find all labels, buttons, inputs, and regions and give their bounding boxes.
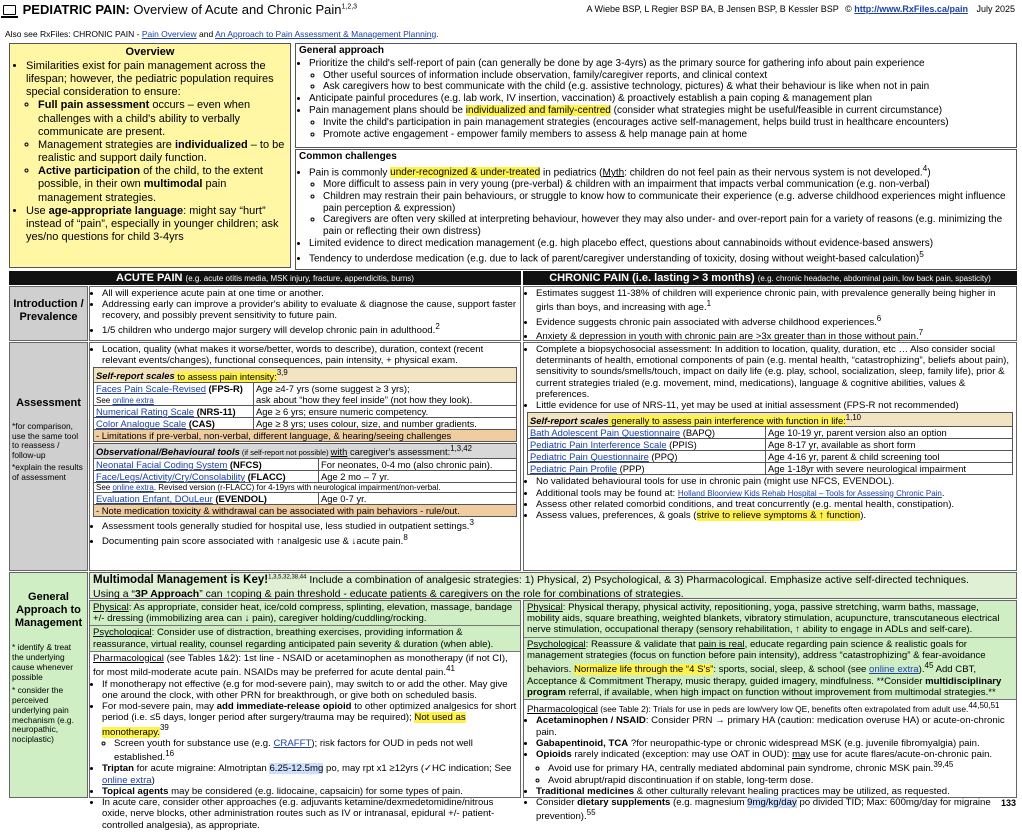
overview-bold: multimodal <box>143 178 203 191</box>
list-item: • If monotherapy not effective (e.g for mod-severe pain), may switch to or add the other. May give one around the clock, with other PRN for breakthrough, or give both on scheduled basis. <box>102 679 517 701</box>
myth-label: Myth <box>602 167 625 179</box>
list-item <box>102 533 517 547</box>
list-item: • Little evidence for use of NRS-11, yet may be used at initial assessment (FPS-R not recommended) <box>536 400 1013 411</box>
list-item <box>536 288 1013 314</box>
ppis-link[interactable]: Pediatric Pain Interference Scale <box>530 439 667 451</box>
text: : sports, social, sleep, & school (see <box>713 664 870 676</box>
page-title: PEDIATRIC PAIN: <box>22 2 130 17</box>
nfcs-link[interactable]: Neonatal Facial Coding System <box>96 458 228 470</box>
overview-sub <box>38 165 286 205</box>
page-subtitle: Overview of Acute and Chronic Pain <box>133 2 342 17</box>
online-extra-link[interactable]: online extra <box>102 774 152 786</box>
list-item <box>536 738 1013 749</box>
abbr: (CAS) <box>186 417 215 429</box>
sr-rest: to assess pain intensity: <box>174 370 277 382</box>
text: Pharmacological <box>527 704 598 716</box>
overview-sub <box>38 139 286 165</box>
text: . <box>941 487 945 499</box>
ref: 45 <box>924 661 934 671</box>
text: po divided TID; Max: 600mg/day for migraine prevention). <box>536 797 991 823</box>
table-header <box>94 443 517 458</box>
multimodal-title: Multimodal Management is Key! <box>93 574 269 586</box>
list-item <box>536 749 1013 786</box>
online-extra-link[interactable]: online extra <box>112 482 154 492</box>
highlight: Normalize life through the “4 S's” <box>573 664 714 676</box>
acute-title: ACUTE PAIN <box>116 272 183 284</box>
table-cell: Age ≥ 6 yrs; ensure numeric competency. <box>254 405 517 417</box>
csr-rest: generally to assess pain interference with function in life: <box>608 415 846 427</box>
also-see-line <box>5 30 439 40</box>
list-item: • Anticipate painful procedures (e.g. lab work, IV insertion, vaccination) & proactively establish a pain coping & management plan <box>309 93 1013 105</box>
ref: 55 <box>586 808 596 818</box>
chronic-psychological <box>524 638 1016 700</box>
ref: 39 <box>159 723 169 733</box>
management-acute <box>89 600 521 831</box>
dose-highlight: 6.25-12.5mg <box>269 763 324 775</box>
abbr: (FPS-R) <box>205 382 243 394</box>
management-note-2: * consider the perceived underlying pain mechanism (e.g. neuropathic, nociplastic) <box>12 685 74 744</box>
cas-link[interactable]: Color Analogue Scale <box>96 417 187 429</box>
flacc-link[interactable]: Face/Legs/Activity/Cry/Consolability <box>96 470 246 482</box>
text: (e.g. magnesium <box>670 797 748 809</box>
bapq-link[interactable]: Bath Adolescent Pain Questionnaire <box>530 427 681 439</box>
text: See <box>96 395 113 405</box>
list-item <box>309 250 1013 265</box>
page-number: 133 <box>1000 798 1016 808</box>
crafft-link[interactable]: CRAFFT <box>273 737 312 749</box>
table-cell <box>528 451 766 463</box>
rxfiles-link[interactable]: http://www.RxFiles.ca/pain <box>854 4 968 14</box>
list-item: • Addressing early can improve a provider's ability to evaluate & diagnose the cause, support faster recovery, and possibly prevent sensitivity to future pain. <box>102 299 517 321</box>
text: caregiver's assessment: <box>347 446 451 458</box>
list-item <box>102 701 517 763</box>
table-cell: Age 1-18yr with severe neurological impairment <box>766 463 1013 475</box>
table-row <box>94 405 517 417</box>
text: (see Tables 1&2): 1st line - NSAID or acetaminophen as monotherapy (if not CI), for most mild-moderate acute pain. NSAIDs may be preferred for acute dental pain. <box>93 652 508 679</box>
intro-label: Introduction / Prevalence <box>9 286 88 341</box>
list-item: • All will experience acute pain at one time or another. <box>102 288 517 299</box>
online-extra-link[interactable]: online extra <box>869 664 919 676</box>
text: Include a combination of analgesic strategies: 1) Physical, 2) Psychological, & 3) Pharmacological. Emphasize active self-directed techniques. <box>306 574 969 586</box>
text: Estimates suggest 11-38% of children will experience chronic pain, with prevalence generally being higher in girls than boys, and increasing with age. <box>536 288 996 314</box>
table-cell <box>94 493 319 505</box>
text: : Reassure & validate that <box>585 638 699 650</box>
text: 3P Approach <box>135 587 200 600</box>
table-cell <box>94 482 517 492</box>
list-item: • Location, quality (what makes it worse/better, words to describe), duration, context (recent relevant events/changes), functional consequences, pain intensity, + physical exam. <box>102 344 517 366</box>
text: Age ≥4-7 yrs (some suggest ≥ 3 yrs); <box>256 382 410 394</box>
list-item: ◦ Caregivers are often very skilled at interpreting behaviour, however they may also under- and over-report pain for a variety of reasons (e.g. minimizing the pain or reflecting their own distress) <box>323 214 1013 238</box>
text: dietary supplements <box>577 797 671 809</box>
text: may be considered (e.g. lidocaine, capsaicin) for some types of pain. <box>168 785 463 797</box>
overview-text: Similarities exist for pain management across the lifespan; however, the pediatric population requires special consideration to ensure: <box>26 59 274 99</box>
overview-text: : might say “hurt” instead of “pain”, especially in younger children; ask yes/no questions for child 3-4yrs <box>26 204 279 244</box>
assessment-chronic <box>523 342 1017 571</box>
table-cell: For neonates, 0-4 mo (also chronic pain). <box>319 458 517 470</box>
text: : Consider use of distraction, breathing exercises, providing information & reassurance, virtual reality, counsel regarding anticipated pain severity & duration (when able). <box>93 627 494 650</box>
table-cell <box>94 458 319 470</box>
text: & other culturally relevant healing practices may be utilized, as requested. <box>634 785 950 797</box>
nrs-link[interactable]: Numerical Rating Scale <box>96 405 194 417</box>
acute-psychological <box>90 626 520 651</box>
overview-bold: Full pain assessment <box>38 99 150 112</box>
text: Physical <box>527 602 563 613</box>
table-cell <box>528 439 766 451</box>
list-item: • Complete a biopsychosocial assessment: In addition to location, quality, duration, etc … Also consider social determinants of health, emotional components of pain (e.g. mental health, “catastrophizing”, beliefs about pain), sensitivity to sounds/smells/touch, impact on daily life (e.g. play, school, socialization, sleep, family life), prior & current strategies trialed (e.g. movement, mind, medications), language & cognitive abilities, values & preferences. <box>536 344 1013 400</box>
overview-sub <box>38 99 286 139</box>
overview-text: Management strategies are <box>38 138 175 151</box>
text: Assessment tools generally studied for hospital use, less studied in outpatient settings. <box>102 521 470 533</box>
text: Triptan <box>102 763 134 775</box>
table-cell <box>94 417 254 429</box>
text: Psychological <box>527 638 586 650</box>
list-item: ◦ Invite the child's participation in pain management strategies (encourages active self-management, helps build trust in healthcare encounters) <box>323 117 1013 129</box>
list-item <box>309 58 1013 93</box>
text: Documenting pain score associated with ↑analgesic use & ↓acute pain. <box>102 535 404 547</box>
ref: 4 <box>922 162 928 173</box>
abbr: (NRS-11) <box>193 405 236 417</box>
text: ) <box>927 167 931 179</box>
list-item <box>536 786 1013 797</box>
abbr: (PPP) <box>617 463 645 475</box>
list-item: • Limited evidence to direct medication management (e.g. high placebo effect, questions about cannabinoids without evidence-based answers) <box>309 238 1013 250</box>
list-item: ◦ More difficult to assess pain in very young (pre-verbal) & children with an impairment that impacts verbal communication (e.g. non-verbal) <box>323 179 1013 191</box>
text: : children do not feel pain as their nervous system is not developed. <box>624 167 923 179</box>
text: : Physical therapy, physical activity, repositioning, yoga, passive stretching, warm baths, massage, mobility aids, square breathing, weighted blankets, vibratory stimulation, acupuncture, transcutaneous electrical nerve stimulation, occupational therapy (sensory rehabilitation, ↑ ability to engage in ADLs and self-care). <box>527 602 1000 636</box>
ref: 1 <box>706 299 712 309</box>
text: . Revised version (r-FLACC) for 4-19yrs with neurological impairment/non-verbal. <box>153 482 441 492</box>
assessment-note-2: *explain the results of assessment <box>12 461 83 482</box>
table-cell: Age 0-7 yr. <box>319 493 517 505</box>
list-item <box>536 797 1013 823</box>
list-item: ◦ Promote active engagement - empower family members to assess & help manage pain at home <box>323 129 1013 141</box>
table-cell <box>254 382 517 405</box>
assessment-label-cell <box>9 342 88 571</box>
abbr: (EVENDOL) <box>212 493 267 505</box>
text: pain is real <box>698 638 745 650</box>
assessment-label: Assessment <box>16 397 81 409</box>
text: Assess values, preferences, & goals ( <box>536 510 697 522</box>
ref: 6 <box>876 313 882 323</box>
list-item <box>536 510 1013 521</box>
text: : Consider PRN → primary HA (caution: medication overuse HA) or acute-on-chronic pain. <box>536 715 1005 738</box>
table-cell: Age 2 mo – 7 yr. <box>319 470 517 482</box>
overview-item <box>26 205 286 245</box>
list-item: ◦ Avoid abrupt/rapid discontinuation if on stable, long-term dose. <box>548 775 1013 786</box>
table-cell <box>528 427 766 439</box>
list-item <box>102 322 517 336</box>
ref: 1,3,5,32,38,44 <box>268 574 307 581</box>
overview-bold: age-appropriate language <box>48 204 184 217</box>
text: use for acute flares/acute-on-chronic pain. <box>810 749 993 760</box>
ref: 39,45 <box>933 760 954 770</box>
ref: 3 <box>469 518 474 528</box>
text: ). <box>860 510 867 522</box>
list-item: ◦ Other useful sources of information include observation, family/caregiver reports, and clinical context <box>323 70 1013 82</box>
overview-text: – to be realistic and support daily function. <box>38 138 285 165</box>
ref: 1,10 <box>845 413 862 423</box>
authors: A Wiebe BSP, L Regier BSP BA, B Jensen BSP, B Kessler BSP <box>586 4 839 14</box>
overview-text: occurs – even when challenges with a child's ability to verbally communicate are present. <box>38 99 251 138</box>
text: Screen youth for substance use (e.g. <box>114 737 274 749</box>
chronic-title: CHRONIC PAIN (i.e. lasting > 3 months) <box>549 272 755 284</box>
ref: 7 <box>918 328 924 338</box>
table-cell: Age 4-16 yr, parent & child screening tool <box>766 451 1013 463</box>
text: Add CBT, Acceptance & Commitment Therapy, music therapy, guided imagery, mindfulness. **Consider <box>527 664 977 687</box>
self-report-table <box>93 367 517 441</box>
list-item: • In acute care, consider other approaches (e.g. adjuvants ketamine/dexmedetomidine/nitrous oxide, nerve blocks, other administration routes such as IV or intranasal, epidural +/- patient-controlled analgesia), as appropriate. <box>102 797 517 831</box>
general-approach-title: General approach <box>299 45 385 56</box>
title-refs: 1,2,3 <box>341 3 358 11</box>
text: rarely indicated (exception: may use OAT in OUD): <box>571 749 793 760</box>
text: po, may rpt x1 ≥12yrs (✓HC indication; See <box>323 763 512 775</box>
csr-title: Self-report scales <box>530 415 609 427</box>
table-cell <box>94 382 254 405</box>
acute-note: (e.g. acute otitis media, MSK injury, fracture, appendicitis, burns) <box>185 274 414 283</box>
assessment-note-1: *for comparison, use the same tool to reassess / follow-up <box>12 420 79 460</box>
text: add immediate-release opioid <box>216 700 352 712</box>
text: ” can ↑coping & pain threshold - educate patients & caregivers on the role for combinations of strategies. <box>199 587 684 600</box>
text: Pain is commonly <box>309 167 391 179</box>
management-label-cell <box>9 572 88 798</box>
text: (consider what strategies might be useful/feasible in current circumstance) <box>610 104 943 116</box>
evendol-link[interactable]: Evaluation Enfant, DOuLeur <box>96 493 213 505</box>
assessment-acute <box>89 342 521 571</box>
abbr: (FLACC) <box>245 470 286 482</box>
highlight: under-recognized & under-treated <box>390 167 541 179</box>
multimodal-header <box>89 572 1017 599</box>
ref: 3,9 <box>276 368 288 378</box>
list-item <box>102 518 517 532</box>
text: Physical <box>93 602 129 613</box>
text: 1/5 children who undergo major surgery will develop chronic pain in adulthood. <box>102 324 436 336</box>
abbr: (PPQ) <box>648 451 678 463</box>
abbr: (NFCS) <box>227 458 262 470</box>
overview-text: pain management strategies. <box>38 178 227 204</box>
table-cell <box>94 470 319 482</box>
ref: 2 <box>435 321 440 331</box>
text: for acute migraine: Almotriptan <box>133 763 270 775</box>
list-item <box>114 738 517 764</box>
list-item: ◦ Children may restrain their pain behaviours, or struggle to know how to communicate their experience (e.g. adverse childhood experiences might influence pain perception & expression) <box>323 191 1013 215</box>
text: : As appropriate, consider heat, ice/cold compress, splinting, elevation, massage, bandage +/- dressing (immobilizing area can ↓ pain), caregiver holding/cuddling/rocking. <box>93 602 513 625</box>
also-prefix: Also see RxFiles: CHRONIC PAIN - <box>5 29 142 39</box>
copyright: © <box>845 4 852 14</box>
table-header <box>528 413 1013 427</box>
text: Additional tools may be found at: <box>536 487 678 499</box>
text: with <box>330 446 348 458</box>
text: Evidence suggests chronic pain associated with adverse childhood experiences. <box>536 316 877 328</box>
dose-highlight: 9mg/kg/day <box>747 797 797 809</box>
overview-list <box>14 60 286 245</box>
text: For mod-severe pain, may <box>102 700 217 712</box>
list-item <box>536 328 1013 342</box>
list-item <box>102 786 517 797</box>
table-row <box>528 439 1013 451</box>
table-cell <box>94 405 254 417</box>
text: Anxiety & depression in youth with chronic pain are >3x greater than in those without pain. <box>536 331 919 343</box>
chronic-physical <box>524 601 1016 638</box>
ppq-link[interactable]: Pediatric Pain Questionnaire <box>530 451 649 463</box>
overview-text: of the child, to the extent possible, in their own <box>38 165 263 191</box>
text: See <box>96 482 113 492</box>
text: , educate regarding pain science & realistic goals for management strategies (focus on function before pain intensity), address “catastrophizing” & fear-avoidance behaviors. <box>527 638 986 676</box>
highlight: Not used as monotherapy. <box>102 712 466 738</box>
list-item: • Assess other related comorbid conditions, and treat concurrently (e.g. mental health, constipation). <box>536 499 1013 510</box>
ref: 16 <box>165 749 175 758</box>
ob-title: Observational/Behavioural tools <box>96 446 240 458</box>
table-note: - Note medication toxicity & withdrawal can be associated with pain behaviors - rule/out. <box>94 505 517 517</box>
observational-table <box>93 443 517 517</box>
pain-overview-link[interactable]: Pain Overview <box>141 29 197 39</box>
sr-title: Self-report scales <box>96 370 175 382</box>
intro-chronic <box>523 286 1017 341</box>
text: Opioids <box>536 749 572 760</box>
list-item <box>536 488 1013 499</box>
chronic-pain-header <box>523 271 1017 285</box>
text: ?for neuropathic-type or chronic widespread MSK (e.g. juvenile fibromyalgia) pain. <box>628 737 980 749</box>
overview-item <box>26 60 286 205</box>
abbr: (PPIS) <box>666 439 697 451</box>
ref: 8 <box>403 532 408 542</box>
list-item: ◦ Ask caregivers how to best communicate with the child (e.g. assistive technology, pictures) & what their behaviour is like when not in pain <box>323 81 1013 93</box>
overview-box <box>9 43 291 268</box>
general-approach-box <box>295 43 1017 148</box>
text: Using a “ <box>93 587 136 600</box>
text: ) <box>151 774 155 786</box>
table-cell: Age 8-17 yr, available as short form <box>766 439 1013 451</box>
text: ask about “how they feel inside” (not how they look). <box>256 393 473 405</box>
highlight: individualized and family-centred <box>465 104 611 116</box>
header-right <box>586 4 1015 14</box>
table-row <box>528 427 1013 439</box>
table-row <box>94 458 517 470</box>
text: Consider <box>536 797 578 809</box>
table-note: - Limitations if pre-verbal, non-verbal, different language, & hearing/seeing challenges <box>94 429 517 441</box>
text: Topical agents <box>102 785 169 797</box>
ref: 1,3,42 <box>450 443 472 453</box>
acute-pharmacological <box>90 652 520 832</box>
overview-title: Overview <box>125 46 175 58</box>
text: Traditional medicines <box>536 785 635 797</box>
table-cell: Age 10-19 yr, parent version also an option <box>766 427 1013 439</box>
list-item <box>102 763 517 785</box>
text: multidisciplinary program <box>527 675 1002 698</box>
overview-bold: Active participation <box>38 165 141 178</box>
page-header <box>3 2 1019 18</box>
chronic-self-report-table <box>527 412 1013 475</box>
text: Tendency to underdose medication (e.g. due to lack of parent/caregiver understanding of toxicity, dosing without weight-based calculation) <box>309 253 920 265</box>
text: ). <box>918 664 925 676</box>
also-and: and <box>196 29 216 39</box>
text: Avoid use for primary HA, centrally mediated abdominal pain syndrome, chronic MSK pain. <box>548 763 934 775</box>
text: Gabapentinoid, TCA <box>536 737 629 749</box>
list-item: • No validated behavioural tools for use in chronic pain (might use NFCS, EVENDOL). <box>536 476 1013 487</box>
text: Pharmacological <box>93 652 164 664</box>
text: ); risk factors for OUD in peds not well established. <box>114 737 473 764</box>
list-item <box>309 105 1013 140</box>
acute-physical <box>90 601 520 626</box>
laptop-icon <box>3 5 16 15</box>
also-end: . <box>436 29 439 39</box>
text: Prioritize the child's self-report of pain (can generally be done by age 3-4yrs) as the primary source for gathering info about pain experience <box>309 57 925 69</box>
table-row <box>94 470 517 482</box>
chronic-note: (e.g. chronic headache, abdominal pain, low back pain, spasticity) <box>757 274 991 283</box>
text: in pediatrics ( <box>540 167 603 179</box>
ref: 44,50,51 <box>968 700 1000 710</box>
table-row <box>94 493 517 505</box>
text: Acetaminophen / NSAID <box>536 715 646 727</box>
table-row <box>94 482 517 492</box>
text: to other optimized analgesics for short period (i.e. ≤5 days, longer period after surgery/trauma may be required); <box>102 700 517 724</box>
ref: 41 <box>446 664 455 674</box>
date: July 2025 <box>976 4 1015 14</box>
table-row <box>94 417 517 429</box>
text: (if self-report not possible) <box>239 448 331 458</box>
chronic-pharmacological <box>524 700 1016 824</box>
online-extra-link[interactable]: online extra <box>112 395 154 405</box>
table-header <box>94 368 517 382</box>
text: Psychological <box>93 627 152 639</box>
overview-text: Use <box>26 204 49 217</box>
table-cell: Age ≥ 8 yrs; uses colour, size, and number gradients. <box>254 417 517 429</box>
abbr: (BAPQ) <box>680 427 716 439</box>
ref: 5 <box>919 248 924 259</box>
text: Pain management plans should be <box>309 104 466 116</box>
text: (see Table 2): Trials for use in peds are low/very low QE, benefits often extrapolated from adult use. <box>597 704 969 715</box>
management-label: General Approach to Management <box>14 591 83 629</box>
acute-pain-header <box>9 271 521 285</box>
holland-bloorview-link[interactable]: Holland Bloorview Kids Rehab Hospital – Tools for Assessing Chronic Pain <box>677 488 942 498</box>
table-cell <box>528 463 766 475</box>
common-challenges-box <box>295 149 1017 270</box>
text: referral, if available, when high impact on function without improvement from multimodal strategies.** <box>565 686 996 698</box>
text: may <box>792 749 811 760</box>
intro-acute <box>89 286 521 341</box>
ppp-link[interactable]: Pediatric Pain Profile <box>530 463 618 475</box>
management-note-1: * identify & treat the underlying cause whenever possible <box>12 642 73 682</box>
overview-bold: individualized <box>174 138 248 151</box>
approach-link[interactable]: An Approach to Pain Assessment & Management Planning <box>215 29 437 39</box>
list-item <box>536 314 1013 328</box>
fps-r-link[interactable]: Faces Pain Scale-Revised <box>96 382 206 394</box>
list-item <box>548 760 1013 774</box>
highlight: strive to relieve symptoms & ↑ function <box>696 510 861 522</box>
table-row <box>94 382 517 405</box>
list-item <box>309 164 1013 238</box>
challenges-title: Common challenges <box>299 151 397 162</box>
table-row <box>528 463 1013 475</box>
list-item <box>536 715 1013 737</box>
table-row <box>528 451 1013 463</box>
